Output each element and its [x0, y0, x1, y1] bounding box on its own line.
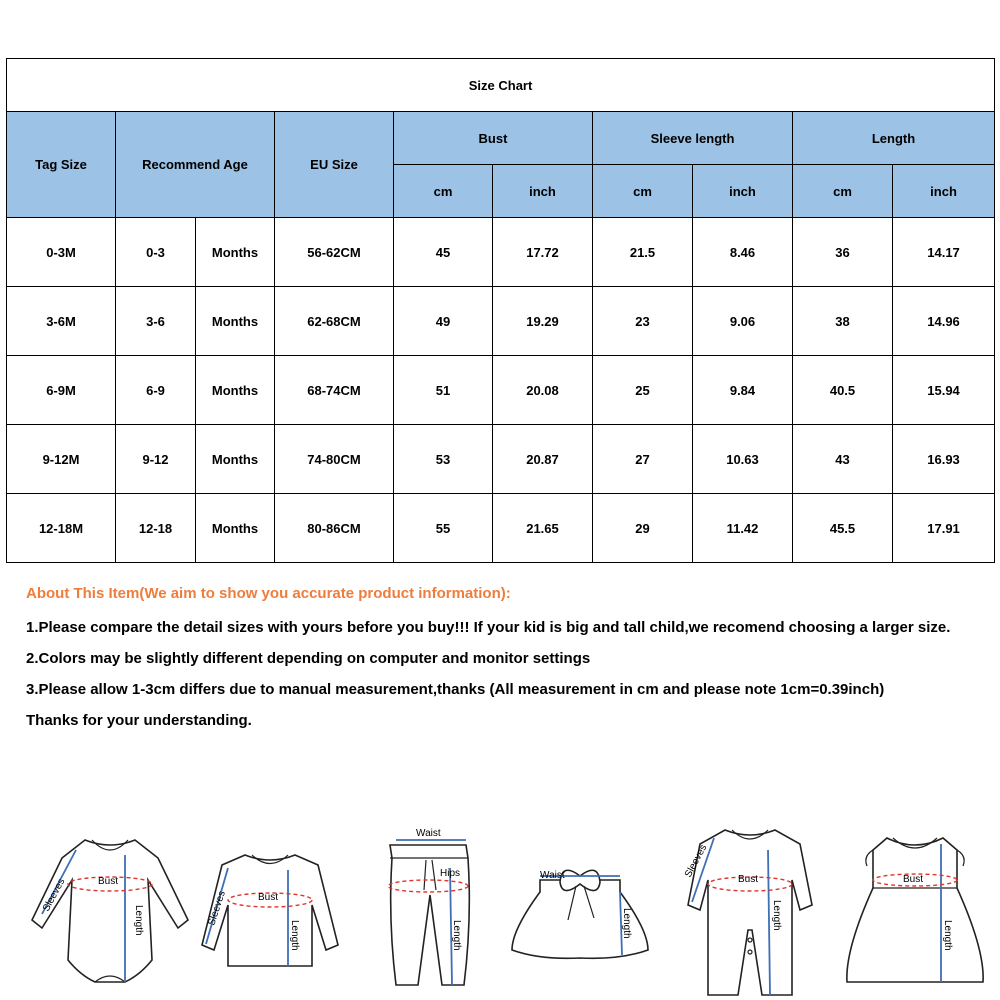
cell-age: 3-6: [116, 287, 196, 356]
cell-tag: 12-18M: [7, 494, 116, 563]
cell-length-inch: 16.93: [893, 425, 995, 494]
cell-bust-cm: 53: [394, 425, 493, 494]
about-heading: About This Item(We aim to show you accurate product information):: [26, 585, 511, 602]
header-sleeve-cm: cm: [593, 165, 693, 218]
dress-bust-label: Bust: [903, 874, 924, 885]
pants-hips-label: Hips: [440, 868, 461, 879]
cell-tag: 9-12M: [7, 425, 116, 494]
header-bust: Bust: [394, 112, 593, 165]
skirt-diagram: [510, 810, 650, 960]
bodysuit-bust-label: Bust: [98, 876, 119, 887]
table-row: [7, 287, 995, 356]
cell-sleeve-inch: 9.84: [693, 356, 793, 425]
pants-waist-label: Waist: [416, 828, 441, 839]
table-row: [7, 494, 995, 563]
cell-sleeve-cm: 27: [593, 425, 693, 494]
pants-diagram: [380, 810, 480, 995]
cell-length-inch: 14.17: [893, 218, 995, 287]
romper-sleeves-label: Sleeves: [682, 842, 710, 880]
cell-length-cm: 36: [793, 218, 893, 287]
pants-length-label: Length: [451, 920, 462, 951]
cell-age: 6-9: [116, 356, 196, 425]
cell-bust-cm: 49: [394, 287, 493, 356]
cell-age-unit: Months: [196, 494, 275, 563]
cell-length-cm: 40.5: [793, 356, 893, 425]
cell-age: 9-12: [116, 425, 196, 494]
cell-bust-inch: 20.08: [493, 356, 593, 425]
cell-eu: 68-74CM: [275, 356, 394, 425]
header-tag-size: Tag Size: [7, 112, 116, 218]
note-item: 3.Please allow 1-3cm differs due to manual measurement,thanks (All measurement in cm and please note 1cm=0.39inch): [26, 681, 885, 698]
table-row: [7, 356, 995, 425]
romper-length-label: Length: [771, 900, 782, 931]
top-bust-label: Bust: [258, 892, 279, 903]
header-bust-cm: cm: [394, 165, 493, 218]
header-recommend-age: Recommend Age: [116, 112, 275, 218]
cell-length-inch: 17.91: [893, 494, 995, 563]
cell-age-unit: Months: [196, 218, 275, 287]
cell-eu: 56-62CM: [275, 218, 394, 287]
cell-eu: 74-80CM: [275, 425, 394, 494]
note-item: 2.Colors may be slightly different depending on computer and monitor settings: [26, 650, 591, 667]
header-sleeve-length: Sleeve length: [593, 112, 793, 165]
cell-sleeve-inch: 11.42: [693, 494, 793, 563]
cell-length-inch: 15.94: [893, 356, 995, 425]
cell-bust-cm: 45: [394, 218, 493, 287]
cell-length-cm: 38: [793, 287, 893, 356]
cell-age: 0-3: [116, 218, 196, 287]
header-eu-size: EU Size: [275, 112, 394, 218]
top-diagram: [200, 810, 340, 975]
cell-sleeve-inch: 10.63: [693, 425, 793, 494]
product-notes: [26, 584, 986, 742]
header-length-cm: cm: [793, 165, 893, 218]
header-length: Length: [793, 112, 995, 165]
header-bust-inch: inch: [493, 165, 593, 218]
cell-bust-cm: 55: [394, 494, 493, 563]
top-length-label: Length: [289, 920, 300, 951]
cell-tag: 6-9M: [7, 356, 116, 425]
skirt-length-label: Length: [621, 908, 632, 939]
cell-bust-cm: 51: [394, 356, 493, 425]
measurement-diagrams: [0, 810, 1000, 1000]
cell-sleeve-inch: 8.46: [693, 218, 793, 287]
cell-bust-inch: 19.29: [493, 287, 593, 356]
cell-eu: 80-86CM: [275, 494, 394, 563]
cell-bust-inch: 17.72: [493, 218, 593, 287]
cell-length-inch: 14.96: [893, 287, 995, 356]
bodysuit-length-label: Length: [133, 905, 144, 936]
cell-tag: 0-3M: [7, 218, 116, 287]
cell-sleeve-cm: 25: [593, 356, 693, 425]
table-title: Size Chart: [7, 59, 995, 112]
romper-diagram: [680, 810, 820, 1000]
table-row: [7, 218, 995, 287]
cell-sleeve-inch: 9.06: [693, 287, 793, 356]
note-item: Thanks for your understanding.: [26, 712, 252, 729]
cell-age-unit: Months: [196, 287, 275, 356]
cell-sleeve-cm: 21.5: [593, 218, 693, 287]
dress-length-label: Length: [942, 920, 953, 951]
dress-diagram: [845, 810, 985, 990]
header-sleeve-inch: inch: [693, 165, 793, 218]
cell-sleeve-cm: 23: [593, 287, 693, 356]
note-item: 1.Please compare the detail sizes with yours before you buy!!! If your kid is big and tall child,we recomend choosing a larger size.: [26, 619, 951, 636]
header-length-inch: inch: [893, 165, 995, 218]
top-sleeves-label: Sleeves: [206, 889, 228, 927]
cell-tag: 3-6M: [7, 287, 116, 356]
skirt-waist-label: Waist: [540, 870, 565, 881]
cell-eu: 62-68CM: [275, 287, 394, 356]
table-row: [7, 425, 995, 494]
size-chart-table: [6, 58, 995, 563]
cell-sleeve-cm: 29: [593, 494, 693, 563]
cell-bust-inch: 21.65: [493, 494, 593, 563]
cell-length-cm: 43: [793, 425, 893, 494]
bodysuit-sleeves-label: Sleeves: [40, 876, 68, 914]
cell-age-unit: Months: [196, 356, 275, 425]
cell-age-unit: Months: [196, 425, 275, 494]
romper-bust-label: Bust: [738, 874, 759, 885]
bodysuit-diagram: [30, 810, 190, 995]
cell-length-cm: 45.5: [793, 494, 893, 563]
cell-bust-inch: 20.87: [493, 425, 593, 494]
cell-age: 12-18: [116, 494, 196, 563]
